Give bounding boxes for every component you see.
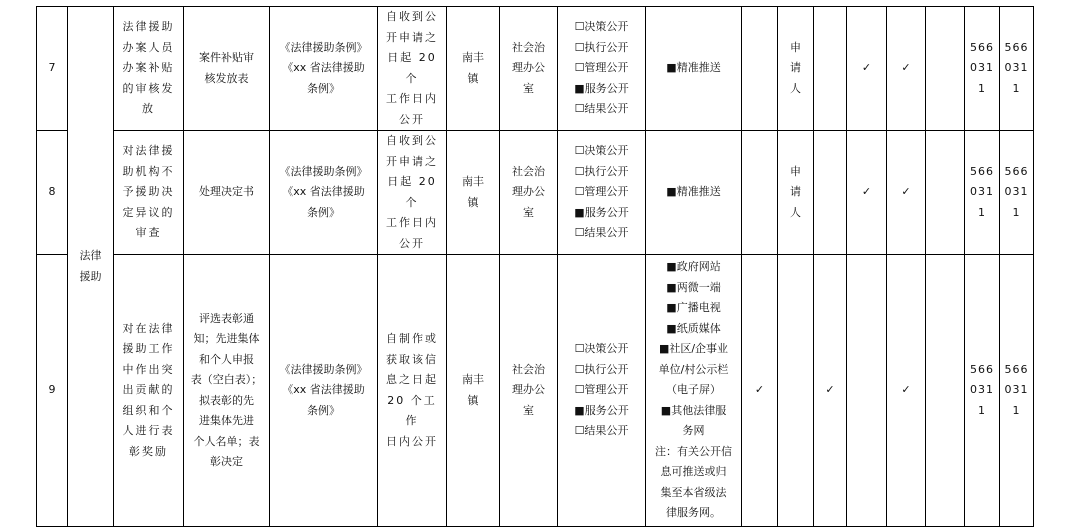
disclosure-channels: ■精准推送 [646,7,742,131]
code-cell: 566 031 1 [965,131,1000,255]
time-limit: 自收到公 开申请之 日起 20 个 工作日内 公开 [378,7,447,131]
responsible-unit: 社会治 理办公 室 [500,131,558,255]
level-village-mark [926,131,965,255]
scope-applicant-mark [778,255,814,527]
item-name: 对在法律 援助工作 中作出突 出贡献的 组织和个 人进行表 彰奖励 [114,255,184,527]
level-town-mark: ✓ [887,131,926,255]
mode-apply-mark: ✓ [847,131,887,255]
disclosure-subject: 南丰 镇 [447,131,500,255]
code-cell: 566 031 1 [1000,7,1034,131]
scope-public-mark: ✓ [742,255,778,527]
row-number: 7 [37,7,68,131]
time-limit: 自制作或 获取该信 息之日起 20 个工作 日内公开 [378,255,447,527]
category-cell: 法律 援助 [68,7,114,527]
table-row [37,131,1034,255]
row-number: 8 [37,131,68,255]
disclosure-channels: ■精准推送 [646,131,742,255]
code-cell: 566 031 1 [965,255,1000,527]
code-cell: 566 031 1 [1000,131,1034,255]
row-number: 9 [37,255,68,527]
table-row [37,255,1034,527]
scope-public-mark [742,131,778,255]
code-cell: 566 031 1 [965,7,1000,131]
disclosure-attributes: ☐决策公开 ☐执行公开 ☐管理公开 ■服务公开 ☐结果公开 [558,255,646,527]
disclosure-table [36,6,1034,527]
mode-active-mark [814,7,847,131]
disclosure-channels: ■政府网站 ■两微一端 ■广播电视 ■纸质媒体 ■社区/企事业 单位/村公示栏 （电子屏） ■其他法律服 务网 注：有关公开信 息可推送或归 集至本省级法 律服务网。 [646,255,742,527]
level-town-mark: ✓ [887,255,926,527]
disclosure-subject: 南丰 镇 [447,255,500,527]
legal-basis: 《法律援助条例》 《xx 省法律援助 条例》 [270,131,378,255]
disclosure-attributes: ☐决策公开 ☐执行公开 ☐管理公开 ■服务公开 ☐结果公开 [558,7,646,131]
time-limit: 自收到公 开申请之 日起 20 个 工作日内 公开 [378,131,447,255]
level-town-mark: ✓ [887,7,926,131]
code-cell: 566 031 1 [1000,255,1034,527]
table-row [37,7,1034,131]
scope-applicant-mark: 申 请 人 [778,7,814,131]
mode-apply-mark [847,255,887,527]
mode-active-mark: ✓ [814,255,847,527]
item-name: 对法律援 助机构不 予援助决 定异议的 审查 [114,131,184,255]
disclosure-content: 处理决定书 [184,131,270,255]
responsible-unit: 社会治 理办公 室 [500,255,558,527]
legal-basis: 《法律援助条例》 《xx 省法律援助 条例》 [270,7,378,131]
legal-basis: 《法律援助条例》 《xx 省法律援助 条例》 [270,255,378,527]
scope-public-mark [742,7,778,131]
disclosure-content: 评选表彰通 知；先进集体 和个人申报 表（空白表）； 拟表彰的先 进集体先进 个人名单；表 彰决定 [184,255,270,527]
mode-active-mark [814,131,847,255]
disclosure-subject: 南丰 镇 [447,7,500,131]
level-village-mark [926,7,965,131]
disclosure-attributes: ☐决策公开 ☐执行公开 ☐管理公开 ■服务公开 ☐结果公开 [558,131,646,255]
mode-apply-mark: ✓ [847,7,887,131]
level-village-mark [926,255,965,527]
disclosure-content: 案件补贴审 核发放表 [184,7,270,131]
responsible-unit: 社会治 理办公 室 [500,7,558,131]
scope-applicant-mark: 申 请 人 [778,131,814,255]
item-name: 法律援助 办案人员 办案补贴 的审核发 放 [114,7,184,131]
